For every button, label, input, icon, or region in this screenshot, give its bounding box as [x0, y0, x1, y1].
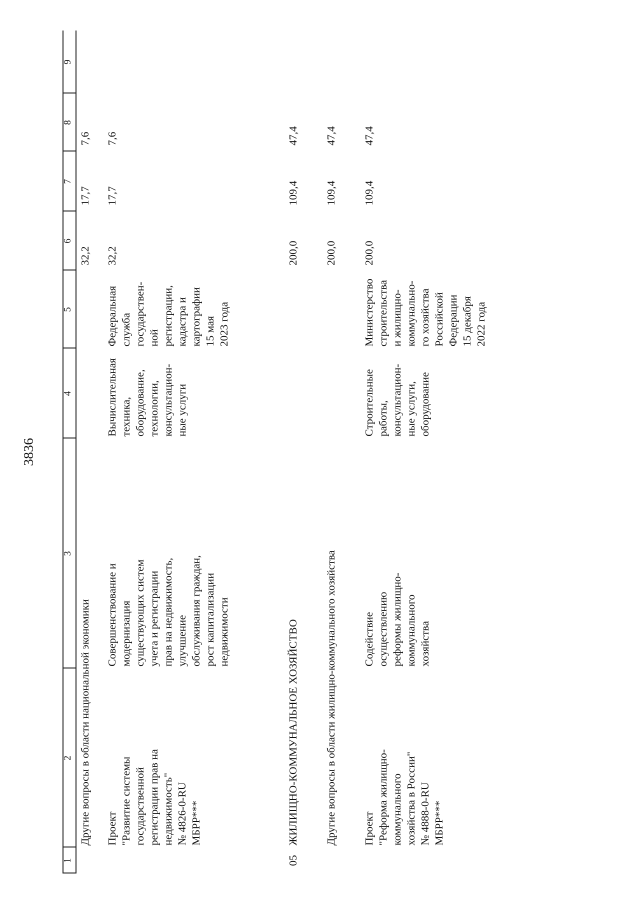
project-4826-name: Проект "Развитие системы государственной регистрации прав на недвижимость" № 4826-0-RU МБРР*** [106, 749, 203, 846]
col-header-7: 7 [63, 179, 74, 184]
project-4826-col8: 7,6 [106, 131, 119, 146]
budget-table [63, 31, 578, 874]
section-housing-code: 05 [287, 855, 300, 866]
other-housing-total-col6: 200,0 [325, 240, 338, 266]
project-4888-expenses: Строительные работы, консультацион- ные услуги, оборудование [363, 363, 432, 437]
project-4826-col7: 17,7 [106, 186, 119, 206]
project-4826-executor: Федеральная служба государствен- ной регистрации, кадастра и картографии 15 мая 2023 года [106, 281, 231, 347]
project-4888-col7: 109,4 [363, 180, 376, 206]
project-4826-goal: Совершенствование и модернизация существующих систем учета и регистрации прав на недвижимость, улучшение обслуживания граждан, рост капитализации недвижимости [106, 555, 231, 667]
project-4826-col6: 32,2 [106, 246, 119, 266]
other-housing-total-col7: 109,4 [325, 180, 338, 206]
project-4888-col8: 47,4 [363, 126, 376, 146]
housing-total-col6: 200,0 [287, 240, 300, 266]
housing-total-col8: 47,4 [287, 126, 300, 146]
header-row [63, 31, 76, 874]
project-4826-expenses: Вычислительная техника, оборудование, технологии, консультацион- ные услуги [106, 358, 189, 437]
section-housing-title: ЖИЛИЩНО-КОММУНАЛЬНОЕ ХОЗЯЙСТВО [287, 619, 300, 846]
col-header-8: 8 [63, 120, 74, 125]
section-other-economy: Другие вопросы в области национальной экономики [79, 599, 92, 846]
col-header-9: 9 [63, 59, 74, 65]
col-header-5: 5 [63, 307, 74, 312]
section-other-housing: Другие вопросы в области жилищно-коммунального хозяйства [325, 550, 338, 846]
col-header-2: 2 [63, 755, 74, 761]
project-4888-col6: 200,0 [363, 240, 376, 266]
project-4888-name: Проект "Реформа жилищно- коммунального хозяйства в России" № 4888-0-RU МБРР*** [363, 749, 446, 846]
economy-total-col6: 32,2 [79, 246, 92, 266]
housing-total-col7: 109,4 [287, 180, 300, 206]
other-housing-total-col8: 47,4 [325, 126, 338, 146]
economy-total-col8: 7,6 [79, 131, 92, 146]
project-4888-executor: Министерство строительства и жилищно- коммунально- го хозяйства Российской Федерации 15 декабря 2022 года [363, 278, 488, 347]
col-header-4: 4 [63, 391, 74, 396]
col-header-6: 6 [63, 238, 74, 244]
col-header-1: 1 [63, 858, 74, 863]
page-number: 3836 [22, 438, 37, 466]
col-header-3: 3 [63, 551, 74, 556]
economy-total-col7: 17,7 [79, 186, 92, 206]
project-4888-goal: Содействие осуществлению реформы жилищно- коммунального хозяйства [363, 572, 432, 667]
